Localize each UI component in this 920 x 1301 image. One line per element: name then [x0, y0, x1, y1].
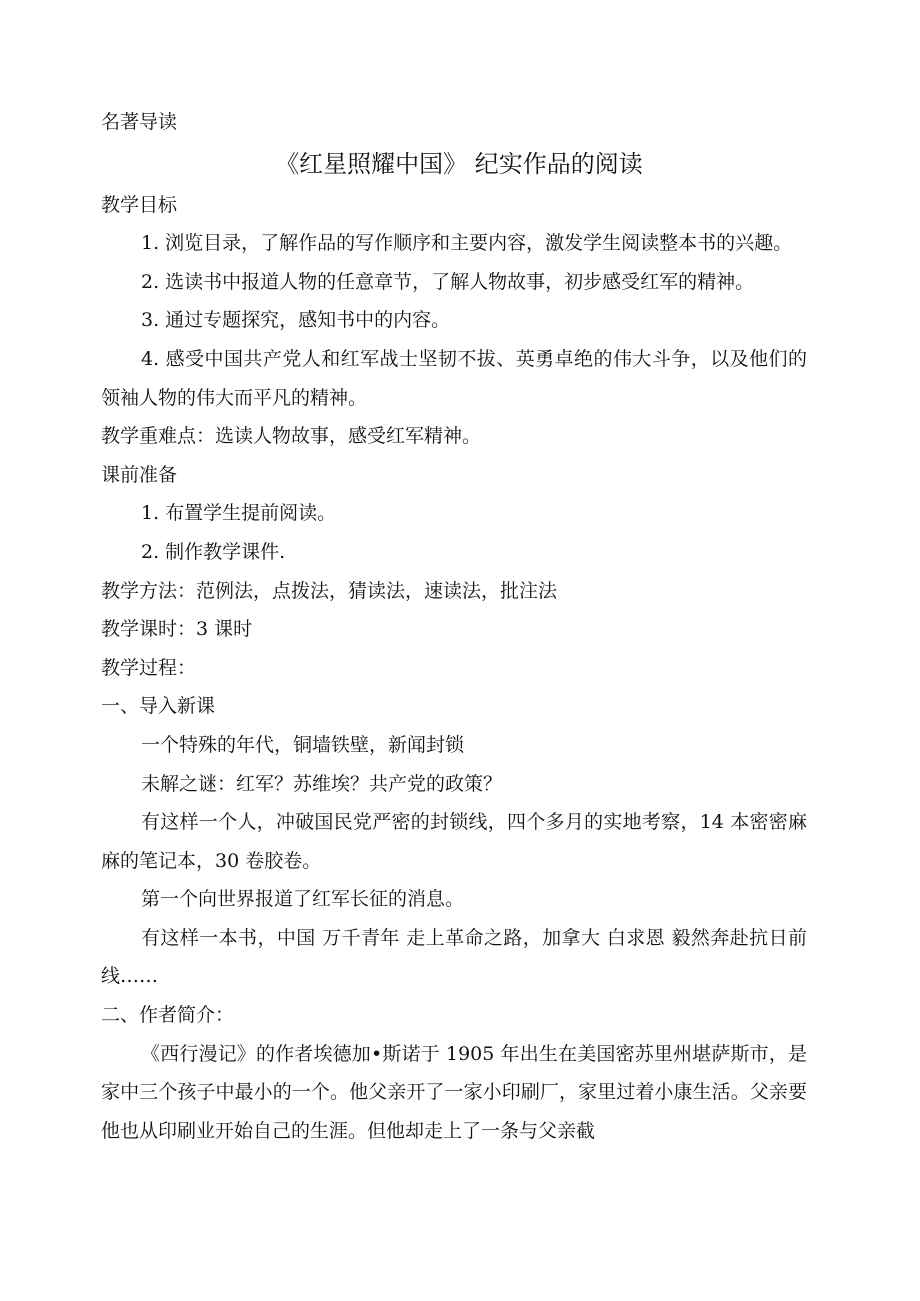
section2-heading: 二、作者简介： [101, 1004, 235, 1027]
header-label: 名著导读 [101, 111, 178, 133]
section1-paragraph-5: 有这样一本书，中国 万千青年 走上革命之路，加拿大 白求恩 毅然奔赴抗日前线…… [101, 926, 807, 988]
document-title: 《红星照耀中国》 纪实作品的阅读 [275, 149, 643, 178]
section1-line-1: 一个特殊的年代，铜墙铁壁，新闻封锁 [141, 733, 465, 756]
objectives-heading: 教学目标 [101, 193, 178, 216]
objective-item-4: 4. 感受中国共产党人和红军战士坚韧不拔、英勇卓绝的伟大斗争，以及他们的领袖人物的伟大而平凡的精神。 [101, 347, 807, 409]
prep-item-2: 2. 制作教学课件. [141, 540, 286, 563]
prep-heading: 课前准备 [101, 463, 178, 486]
teaching-methods: 教学方法：范例法，点拨法，猜读法，速读法，批注法 [101, 579, 558, 602]
key-points: 教学重难点：选读人物故事，感受红军精神。 [101, 425, 482, 448]
teaching-hours: 教学课时：3 课时 [101, 618, 253, 641]
section1-heading: 一、导入新课 [101, 695, 216, 718]
process-heading: 教学过程： [101, 656, 197, 679]
objective-item-2: 2. 选读书中报道人物的任意章节，了解人物故事，初步感受红军的精神。 [141, 270, 755, 293]
section1-line-4: 第一个向世界报道了红军长征的消息。 [141, 888, 465, 911]
document-body [101, 103, 807, 1150]
section1-paragraph-3: 有这样一个人，冲破国民党严密的封锁线，四个多月的实地考察，14 本密密麻麻的笔记本，30 卷胶卷。 [101, 811, 807, 872]
objective-item-1: 1. 浏览目录，了解作品的写作顺序和主要内容，激发学生阅读整本书的兴趣。 [141, 232, 793, 255]
section1-line-2: 未解之谜：红军？苏维埃？共产党的政策？ [141, 772, 503, 795]
author-paragraph: 《西行漫记》的作者埃德加•斯诺于 1905 年出生在美国密苏里州堪萨斯市，是家中三个孩子中最小的一个。他父亲开了一家小印刷厂，家里过着小康生活。父亲要他也从印刷业开始自己的生涯。但他却走上了一条与父亲截 [101, 1042, 807, 1142]
prep-item-1: 1. 布置学生提前阅读。 [141, 502, 337, 525]
objective-item-3: 3. 通过专题探究，感知书中的内容。 [141, 309, 451, 332]
